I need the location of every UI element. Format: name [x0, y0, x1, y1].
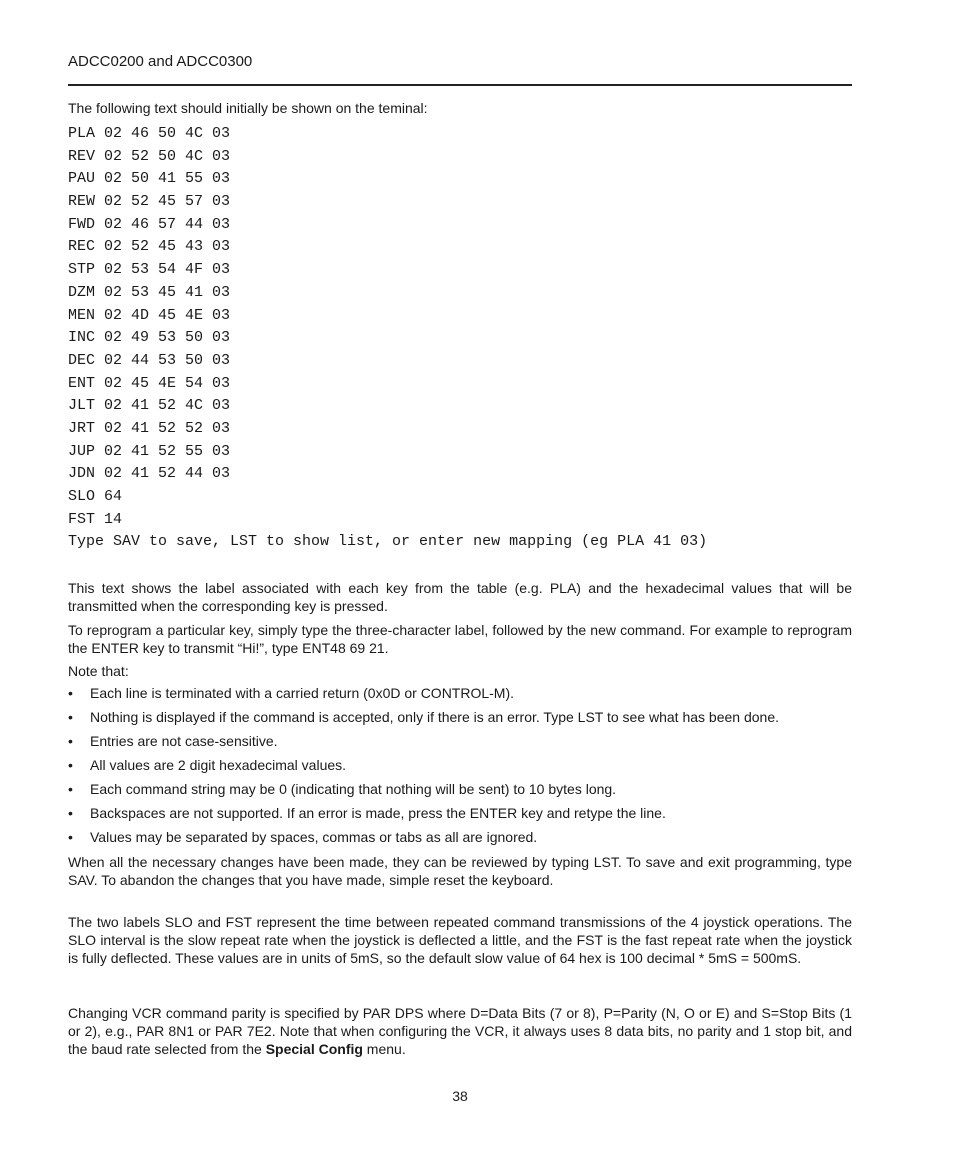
notes-list [68, 684, 852, 852]
terminal-line: REC 02 52 45 43 03 [68, 238, 231, 256]
terminal-line: PAU 02 50 41 55 03 [68, 170, 231, 188]
terminal-line: SLO 64 [68, 488, 123, 505]
paragraph-slo-fst: The two labels SLO and FST represent the time between repeated command transmissions of the 4 joystick operations. The SLO interval is the slow repeat rate when the joystick is deflected a little, and the FST is the fast repeat rate when the joystick is fully deflected. These values are in units of 5mS, so the default slow value of 64 hex is 100 decimal * 5mS = 500mS. [68, 914, 852, 966]
paragraph-save-exit: When all the necessary changes have been made, they can be reviewed by typing LST. To save and exit programming, type SAV. To abandon the changes that you have made, simple reset the keyboard. [68, 854, 852, 888]
list-item: • Each line is terminated with a carried return (0x0D or CONTROL-M). [68, 685, 515, 701]
terminal-line: FWD 02 46 57 44 03 [68, 215, 231, 233]
terminal-line: JDN 02 41 52 44 03 [68, 465, 231, 483]
list-item: • Values may be separated by spaces, commas or tabs as all are ignored. [68, 829, 538, 845]
terminal-line: REV 02 52 50 4C 03 [68, 147, 231, 165]
paragraph-reprogram: To reprogram a particular key, simply type the three-character label, followed by the new command. For example to reprogram the ENTER key to transmit “Hi!”, type ENT48 69 21. [68, 622, 852, 656]
bullet-icon: • [68, 757, 73, 773]
terminal-line: MEN 02 4D 45 4E 03 [68, 306, 231, 324]
header-rule [68, 84, 852, 86]
terminal-line: FST 14 [68, 510, 123, 528]
terminal-line: JUP 02 41 52 55 03 [68, 442, 231, 460]
bullet-icon: • [68, 709, 73, 725]
intro-text: The following text should initially be shown on the teminal: [68, 100, 428, 116]
terminal-line: INC 02 49 53 50 03 [68, 329, 231, 347]
list-item: • Nothing is displayed if the command is accepted, only if there is an error. Type LST to see what has been done. [68, 709, 779, 725]
page-header: ADCC0200 and ADCC0300 [68, 53, 253, 70]
terminal-prompt-line: Type SAV to save, LST to show list, or enter new mapping (eg PLA 41 03) [68, 533, 708, 551]
terminal-output [68, 123, 707, 554]
bullet-icon: • [68, 781, 73, 797]
bullet-icon: • [68, 829, 73, 845]
paragraph-label-explanation: This text shows the label associated with each key from the table (e.g. PLA) and the hexadecimal values that will be transmitted when the corresponding key is pressed. [68, 580, 852, 614]
terminal-line: PLA 02 46 50 4C 03 [68, 125, 231, 142]
list-item: • Backspaces are not supported. If an error is made, press the ENTER key and retype the line. [68, 805, 666, 821]
list-item: • All values are 2 digit hexadecimal values. [68, 757, 347, 773]
terminal-line: STP 02 53 54 4F 03 [68, 261, 231, 279]
terminal-line: DZM 02 53 45 41 03 [68, 283, 231, 301]
terminal-line: DEC 02 44 53 50 03 [68, 351, 231, 369]
note-heading: Note that: [68, 663, 129, 679]
terminal-line: REW 02 52 45 57 03 [68, 193, 231, 211]
list-item: • Each command string may be 0 (indicating that nothing will be sent) to 10 bytes long. [68, 781, 617, 797]
bullet-icon: • [68, 733, 73, 749]
bullet-icon: • [68, 805, 73, 821]
page-number: 38 [452, 1088, 468, 1104]
terminal-line: JRT 02 41 52 52 03 [68, 419, 231, 437]
bullet-icon: • [68, 685, 73, 701]
paragraph-parity: Changing VCR command parity is specified by PAR DPS where D=Data Bits (7 or 8), P=Parity (N, O or E) and S=Stop Bits (1 or 2), e.g., PAR 8N1 or PAR 7E2. Note that when configuring the VCR, it always uses 8 data bits, no parity and 1 stop bit, and the baud rate selected from the Special Config menu. [68, 1005, 852, 1057]
list-item: • Entries are not case-sensitive. [68, 733, 278, 749]
terminal-line: JLT 02 41 52 4C 03 [68, 397, 231, 415]
special-config-menu-name: Special Config [265, 1041, 363, 1057]
terminal-line: ENT 02 45 4E 54 03 [68, 374, 231, 392]
